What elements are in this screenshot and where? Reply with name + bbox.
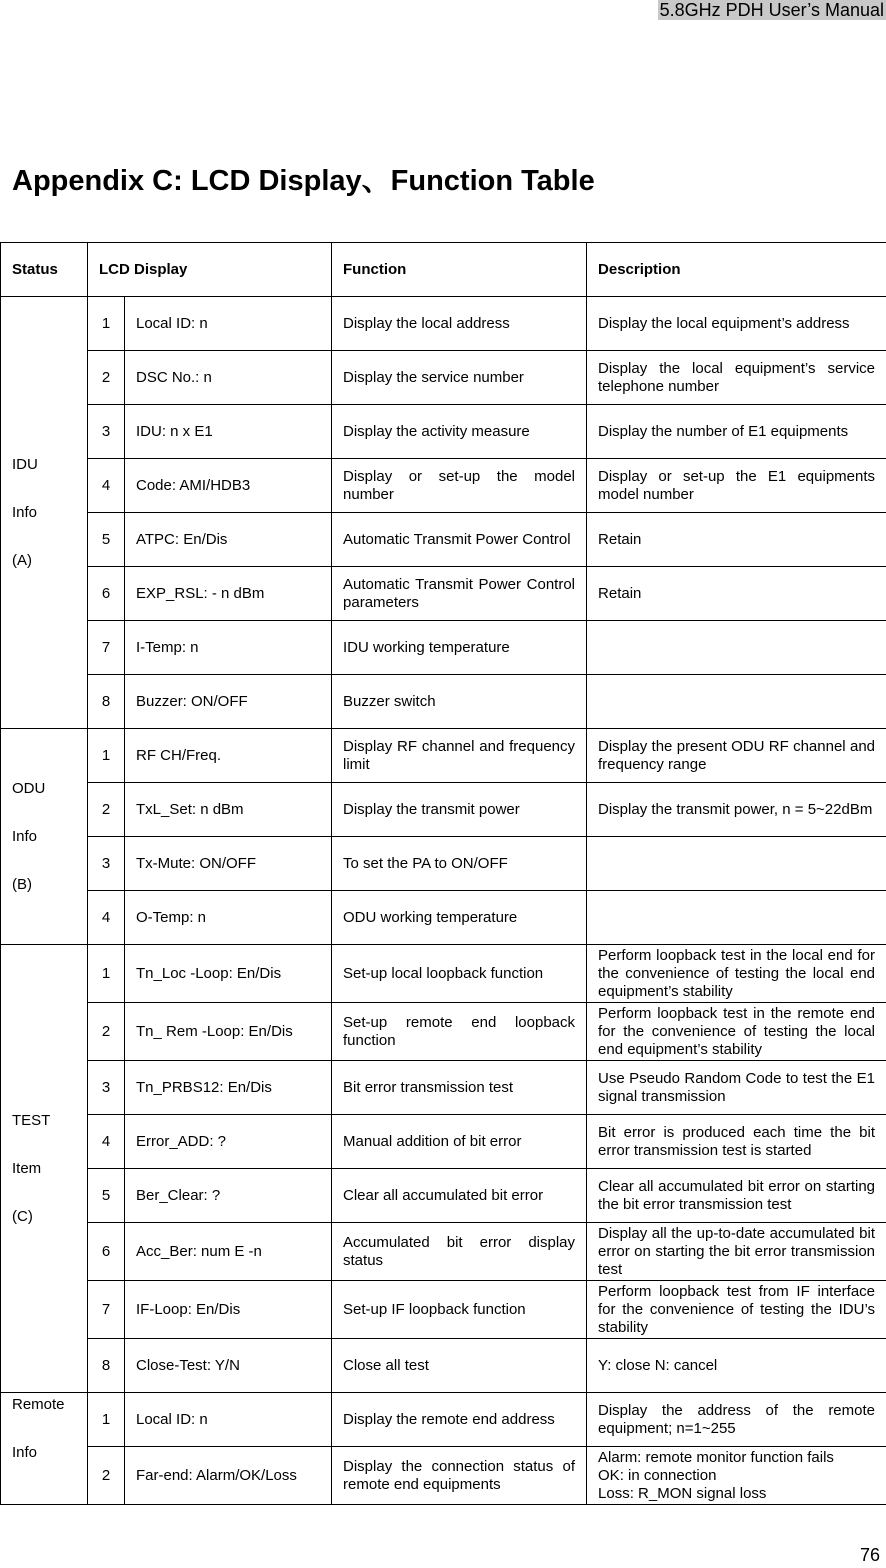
row-number: 3: [88, 405, 125, 459]
status-label: Info: [12, 503, 38, 521]
table-row: [1, 945, 886, 1003]
function-cell: Display the local address: [332, 297, 587, 351]
table-row: [1, 405, 886, 459]
row-number: 7: [88, 621, 125, 675]
page-number: 76: [859, 1545, 880, 1565]
table-row: [1, 1003, 886, 1061]
status-cell-remote: [1, 1393, 88, 1505]
row-number: 7: [88, 1281, 125, 1339]
lcd-display-cell: Buzzer: ON/OFF: [125, 675, 332, 729]
column-header-status: Status: [1, 243, 88, 297]
table-row: [1, 675, 886, 729]
row-number: 2: [88, 351, 125, 405]
running-header: 5.8GHz PDH User’s Manual: [659, 0, 884, 20]
status-label: Info: [12, 827, 38, 845]
lcd-display-cell: DSC No.: n: [125, 351, 332, 405]
row-number: 5: [88, 513, 125, 567]
status-label: (B): [12, 875, 32, 893]
description-cell: Bit error is produced each time the bit error transmission test is started: [587, 1115, 886, 1169]
row-number: 4: [88, 891, 125, 945]
function-cell: ODU working temperature: [332, 891, 587, 945]
function-cell: Display the remote end address: [332, 1393, 587, 1447]
row-number: 1: [88, 1393, 125, 1447]
function-cell: Automatic Transmit Power Control parameters: [332, 567, 587, 621]
row-number: 5: [88, 1169, 125, 1223]
status-label: Item: [12, 1159, 42, 1177]
table-row: [1, 1339, 886, 1393]
status-cell-test: [1, 945, 88, 1393]
table-row: [1, 1169, 886, 1223]
table-row: [1, 621, 886, 675]
function-cell: Display or set-up the model number: [332, 459, 587, 513]
row-number: 2: [88, 783, 125, 837]
function-cell: Display the service number: [332, 351, 587, 405]
description-cell: Use Pseudo Random Code to test the E1 signal transmission: [587, 1061, 886, 1115]
lcd-display-cell: IDU: n x E1: [125, 405, 332, 459]
function-cell: To set the PA to ON/OFF: [332, 837, 587, 891]
description-cell: [587, 891, 886, 945]
function-cell: Manual addition of bit error: [332, 1115, 587, 1169]
description-cell: [587, 1447, 886, 1505]
description-cell: Perform loopback test in the local end for the convenience of testing the local end equipment’s stability: [587, 945, 886, 1003]
row-number: 1: [88, 297, 125, 351]
row-number: 4: [88, 1115, 125, 1169]
description-cell: Retain: [587, 513, 886, 567]
status-cell-odu: [1, 729, 88, 945]
row-number: 3: [88, 1061, 125, 1115]
status-cell-idu: [1, 297, 88, 729]
lcd-display-cell: EXP_RSL: - n dBm: [125, 567, 332, 621]
table-row: [1, 1447, 886, 1505]
function-cell: Close all test: [332, 1339, 587, 1393]
function-cell: Accumulated bit error display status: [332, 1223, 587, 1281]
description-cell: Display the local equipment’s address: [587, 297, 886, 351]
column-header-description: Description: [587, 243, 886, 297]
lcd-function-table: [0, 242, 886, 1505]
description-line: OK: in connection: [598, 1466, 717, 1484]
table-row: [1, 459, 886, 513]
table-row: [1, 1061, 886, 1115]
function-cell: Set-up remote end loopback function: [332, 1003, 587, 1061]
status-label: ODU: [12, 779, 46, 797]
table-row: [1, 1393, 886, 1447]
table-row: [1, 1115, 886, 1169]
column-header-lcd-display: LCD Display: [88, 243, 332, 297]
table-row: [1, 837, 886, 891]
column-header-function: Function: [332, 243, 587, 297]
status-label: IDU: [12, 455, 38, 473]
lcd-display-cell: Acc_Ber: num E -n: [125, 1223, 332, 1281]
lcd-display-cell: IF-Loop: En/Dis: [125, 1281, 332, 1339]
function-cell: Display the transmit power: [332, 783, 587, 837]
lcd-display-cell: Local ID: n: [125, 297, 332, 351]
function-cell: Bit error transmission test: [332, 1061, 587, 1115]
row-number: 6: [88, 1223, 125, 1281]
lcd-display-cell: TxL_Set: n dBm: [125, 783, 332, 837]
function-cell: Set-up IF loopback function: [332, 1281, 587, 1339]
description-cell: Perform loopback test in the remote end for the convenience of testing the local end equipment’s stability: [587, 1003, 886, 1061]
row-number: 1: [88, 729, 125, 783]
function-cell: Display RF channel and frequency limit: [332, 729, 587, 783]
table-row: [1, 513, 886, 567]
description-cell: [587, 621, 886, 675]
row-number: 4: [88, 459, 125, 513]
lcd-display-cell: Tn_PRBS12: En/Dis: [125, 1061, 332, 1115]
table-row: [1, 1223, 886, 1281]
description-cell: Y: close N: cancel: [587, 1339, 886, 1393]
status-label: Remote: [12, 1396, 65, 1413]
status-label: (A): [12, 551, 32, 569]
row-number: 1: [88, 945, 125, 1003]
description-cell: Display the number of E1 equipments: [587, 405, 886, 459]
row-number: 8: [88, 675, 125, 729]
description-line: Alarm: remote monitor function fails: [598, 1448, 834, 1466]
description-line: Loss: R_MON signal loss: [598, 1484, 767, 1502]
table-row: [1, 297, 886, 351]
description-cell: [587, 675, 886, 729]
lcd-display-cell: I-Temp: n: [125, 621, 332, 675]
row-number: 6: [88, 567, 125, 621]
lcd-display-cell: Tn_Loc -Loop: En/Dis: [125, 945, 332, 1003]
row-number: 2: [88, 1003, 125, 1061]
lcd-display-cell: Tx-Mute: ON/OFF: [125, 837, 332, 891]
table-row: [1, 567, 886, 621]
function-cell: Buzzer switch: [332, 675, 587, 729]
description-cell: Display the address of the remote equipment; n=1~255: [587, 1393, 886, 1447]
lcd-display-cell: Far-end: Alarm/OK/Loss: [125, 1447, 332, 1505]
row-number: 2: [88, 1447, 125, 1505]
lcd-display-cell: ATPC: En/Dis: [125, 513, 332, 567]
lcd-display-cell: Tn_ Rem -Loop: En/Dis: [125, 1003, 332, 1061]
description-cell: Display the local equipment’s service telephone number: [587, 351, 886, 405]
description-cell: Display the present ODU RF channel and frequency range: [587, 729, 886, 783]
function-cell: Automatic Transmit Power Control: [332, 513, 587, 567]
description-cell: Display all the up-to-date accumulated bit error on starting the bit error transmission test: [587, 1223, 886, 1281]
function-cell: IDU working temperature: [332, 621, 587, 675]
status-label: Info: [12, 1444, 38, 1461]
function-cell: Display the activity measure: [332, 405, 587, 459]
description-cell: Display the transmit power, n = 5~22dBm: [587, 783, 886, 837]
table-row: [1, 351, 886, 405]
lcd-display-cell: Close-Test: Y/N: [125, 1339, 332, 1393]
function-cell: Clear all accumulated bit error: [332, 1169, 587, 1223]
lcd-display-cell: Ber_Clear: ?: [125, 1169, 332, 1223]
description-cell: Display or set-up the E1 equipments model number: [587, 459, 886, 513]
table-row: [1, 783, 886, 837]
table-row: [1, 1281, 886, 1339]
row-number: 8: [88, 1339, 125, 1393]
status-label: TEST: [12, 1111, 51, 1129]
function-cell: Set-up local loopback function: [332, 945, 587, 1003]
description-cell: [587, 837, 886, 891]
table-row: [1, 891, 886, 945]
function-cell: Display the connection status of remote end equipments: [332, 1447, 587, 1505]
description-cell: Retain: [587, 567, 886, 621]
row-number: 3: [88, 837, 125, 891]
status-label: (C): [12, 1207, 33, 1225]
lcd-display-cell: Code: AMI/HDB3: [125, 459, 332, 513]
table-row: [1, 729, 886, 783]
description-cell: Clear all accumulated bit error on starting the bit error transmission test: [587, 1169, 886, 1223]
lcd-display-cell: Error_ADD: ?: [125, 1115, 332, 1169]
lcd-display-cell: O-Temp: n: [125, 891, 332, 945]
appendix-heading: Appendix C: LCD Display、Function Table: [12, 165, 595, 197]
table-header-row: [1, 243, 886, 297]
lcd-display-cell: Local ID: n: [125, 1393, 332, 1447]
lcd-display-cell: RF CH/Freq.: [125, 729, 332, 783]
description-cell: Perform loopback test from IF interface for the convenience of testing the IDU’s stability: [587, 1281, 886, 1339]
